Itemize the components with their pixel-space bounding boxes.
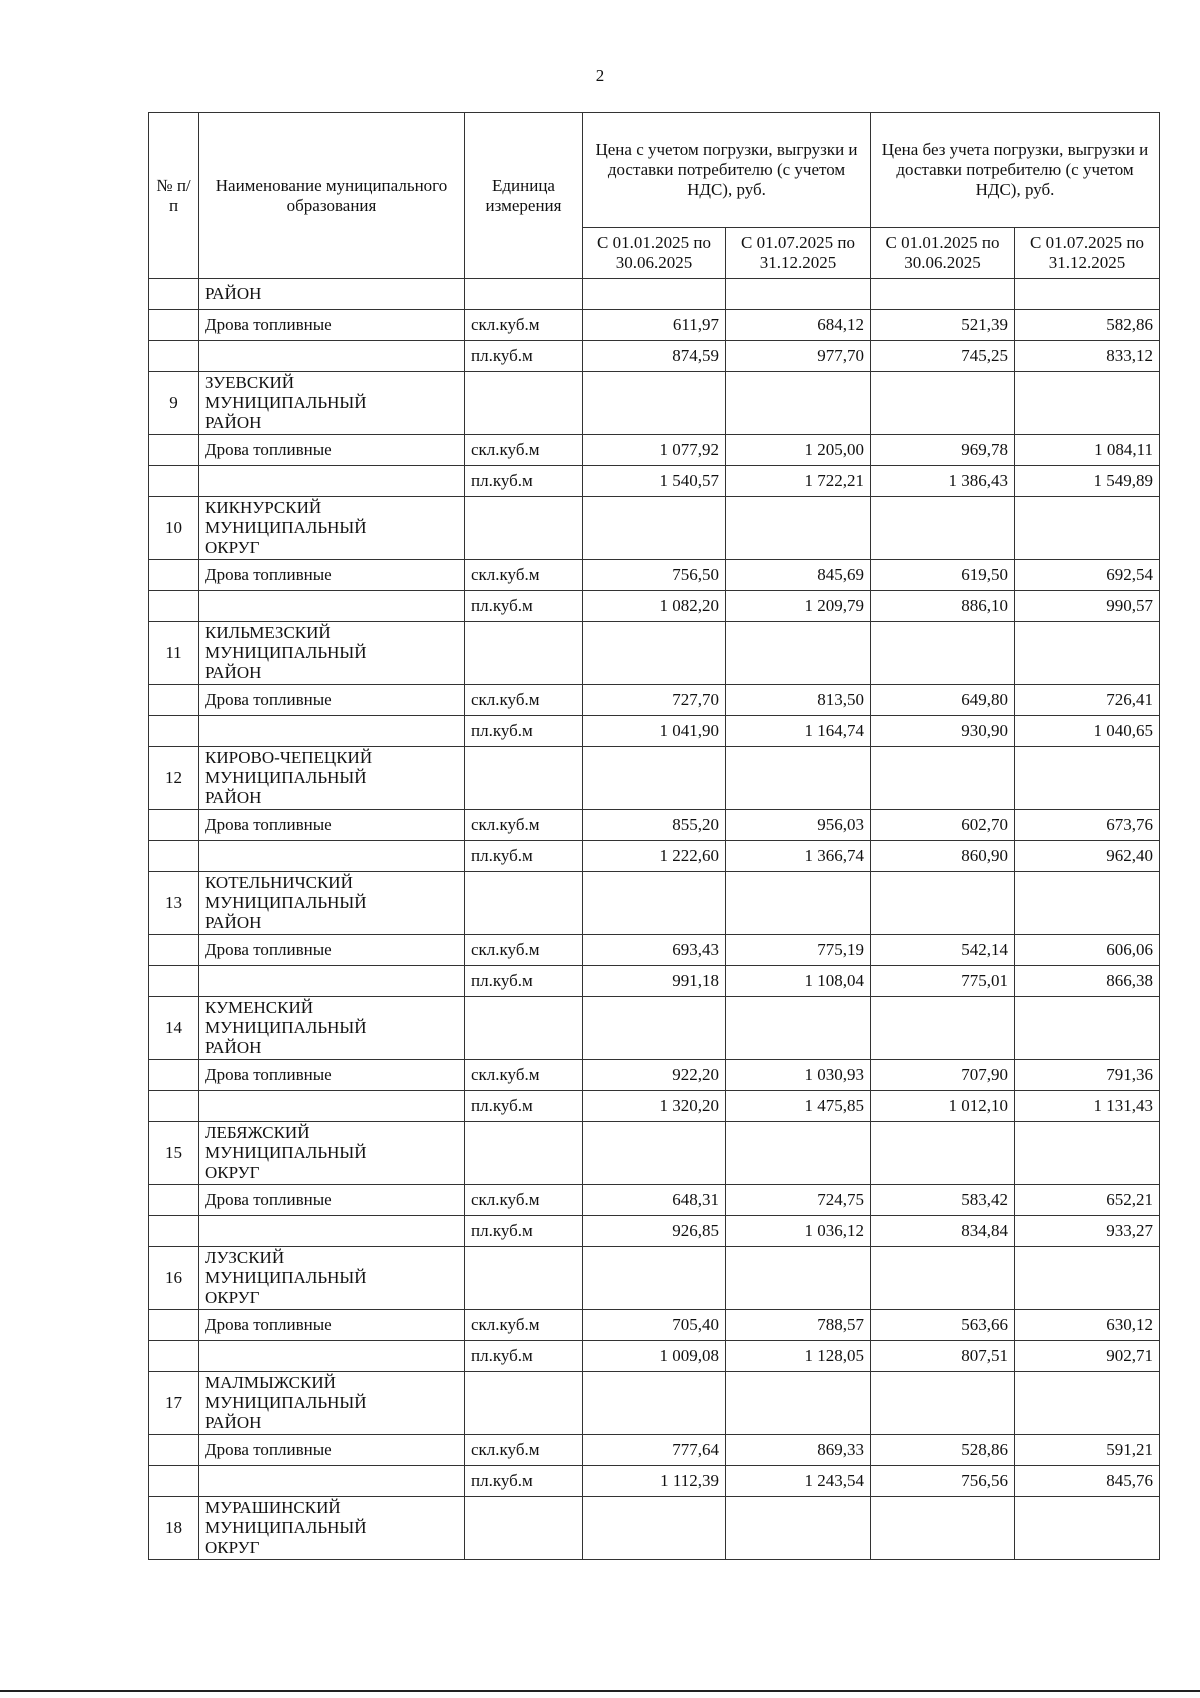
section-number: 15 xyxy=(149,1122,199,1185)
price-cell: 724,75 xyxy=(726,1185,871,1216)
unit-cell: пл.куб.м xyxy=(465,1091,583,1122)
item-name: Дрова топливные xyxy=(199,935,465,966)
price-table xyxy=(148,112,1160,1560)
price-cell: 791,36 xyxy=(1015,1060,1160,1091)
section-name: ЛЕБЯЖСКИЙ МУНИЦИПАЛЬНЫЙ ОКРУГ xyxy=(199,1122,465,1185)
price-cell: 692,54 xyxy=(1015,560,1160,591)
price-cell: 1 084,11 xyxy=(1015,435,1160,466)
section-number: 14 xyxy=(149,997,199,1060)
unit-cell: пл.куб.м xyxy=(465,1216,583,1247)
price-cell: 1 036,12 xyxy=(726,1216,871,1247)
item-name xyxy=(199,341,465,372)
price-cell: 860,90 xyxy=(871,841,1015,872)
price-cell: 962,40 xyxy=(1015,841,1160,872)
price-cell: 956,03 xyxy=(726,810,871,841)
section-name: КИЛЬМЕЗСКИЙ МУНИЦИПАЛЬНЫЙ РАЙОН xyxy=(199,622,465,685)
price-cell: 542,14 xyxy=(871,935,1015,966)
item-name: Дрова топливные xyxy=(199,1060,465,1091)
table-body xyxy=(149,279,1160,1560)
price-cell: 521,39 xyxy=(871,310,1015,341)
unit-cell: скл.куб.м xyxy=(465,435,583,466)
section-row xyxy=(149,747,1160,810)
unit-cell: скл.куб.м xyxy=(465,1185,583,1216)
section-number: 18 xyxy=(149,1497,199,1560)
price-cell: 1 722,21 xyxy=(726,466,871,497)
table-row xyxy=(149,466,1160,497)
price-cell: 1 205,00 xyxy=(726,435,871,466)
table-row xyxy=(149,341,1160,372)
item-name xyxy=(199,966,465,997)
unit-cell: пл.куб.м xyxy=(465,341,583,372)
header-period-3: С 01.01.2025 по 30.06.2025 xyxy=(871,228,1015,279)
price-cell: 969,78 xyxy=(871,435,1015,466)
item-name xyxy=(199,716,465,747)
section-name: МАЛМЫЖСКИЙ МУНИЦИПАЛЬНЫЙ РАЙОН xyxy=(199,1372,465,1435)
price-cell: 1 077,92 xyxy=(583,435,726,466)
section-number: 12 xyxy=(149,747,199,810)
price-cell: 834,84 xyxy=(871,1216,1015,1247)
price-cell: 606,06 xyxy=(1015,935,1160,966)
price-cell: 1 243,54 xyxy=(726,1466,871,1497)
section-number: 11 xyxy=(149,622,199,685)
price-cell: 991,18 xyxy=(583,966,726,997)
price-cell: 1 012,10 xyxy=(871,1091,1015,1122)
table-row xyxy=(149,591,1160,622)
section-number: 17 xyxy=(149,1372,199,1435)
header-name: Наименование муниципального образования xyxy=(199,113,465,279)
price-cell: 693,43 xyxy=(583,935,726,966)
price-cell: 705,40 xyxy=(583,1310,726,1341)
section-row xyxy=(149,622,1160,685)
price-cell: 845,69 xyxy=(726,560,871,591)
section-name: КИРОВО-ЧЕПЕЦКИЙ МУНИЦИПАЛЬНЫЙ РАЙОН xyxy=(199,747,465,810)
price-cell: 745,25 xyxy=(871,341,1015,372)
item-name xyxy=(199,1091,465,1122)
item-name xyxy=(199,1341,465,1372)
item-name: Дрова топливные xyxy=(199,435,465,466)
header-price-without-delivery: Цена без учета погрузки, выгрузки и доставки потребителю (с учетом НДС), руб. xyxy=(871,113,1160,228)
price-cell: 1 040,65 xyxy=(1015,716,1160,747)
unit-cell: пл.куб.м xyxy=(465,716,583,747)
table-row xyxy=(149,810,1160,841)
header-period-2: С 01.07.2025 по 31.12.2025 xyxy=(726,228,871,279)
table-row xyxy=(149,560,1160,591)
unit-cell: скл.куб.м xyxy=(465,560,583,591)
price-cell: 775,19 xyxy=(726,935,871,966)
item-name: Дрова топливные xyxy=(199,310,465,341)
item-name: Дрова топливные xyxy=(199,1310,465,1341)
section-name: МУРАШИНСКИЙ МУНИЦИПАЛЬНЫЙ ОКРУГ xyxy=(199,1497,465,1560)
section-name: ЛУЗСКИЙ МУНИЦИПАЛЬНЫЙ ОКРУГ xyxy=(199,1247,465,1310)
price-cell: 833,12 xyxy=(1015,341,1160,372)
price-cell: 902,71 xyxy=(1015,1341,1160,1372)
price-cell: 788,57 xyxy=(726,1310,871,1341)
section-row xyxy=(149,872,1160,935)
price-cell: 1 475,85 xyxy=(726,1091,871,1122)
header-period-4: С 01.07.2025 по 31.12.2025 xyxy=(1015,228,1160,279)
section-name: КОТЕЛЬНИЧСКИЙ МУНИЦИПАЛЬНЫЙ РАЙОН xyxy=(199,872,465,935)
price-cell: 619,50 xyxy=(871,560,1015,591)
page-number: 2 xyxy=(595,66,605,85)
price-cell: 845,76 xyxy=(1015,1466,1160,1497)
section-number xyxy=(149,279,199,310)
header-price-with-delivery: Цена с учетом погрузки, выгрузки и доставки потребителю (с учетом НДС), руб. xyxy=(583,113,871,228)
table-row xyxy=(149,685,1160,716)
price-cell: 1 131,43 xyxy=(1015,1091,1160,1122)
price-cell: 1 222,60 xyxy=(583,841,726,872)
price-cell: 869,33 xyxy=(726,1435,871,1466)
header-row xyxy=(149,113,1160,228)
price-cell: 611,97 xyxy=(583,310,726,341)
table-row xyxy=(149,1185,1160,1216)
price-cell: 756,50 xyxy=(583,560,726,591)
table-row xyxy=(149,435,1160,466)
price-cell: 1 009,08 xyxy=(583,1341,726,1372)
item-name xyxy=(199,1216,465,1247)
price-cell: 528,86 xyxy=(871,1435,1015,1466)
price-cell: 874,59 xyxy=(583,341,726,372)
price-cell: 756,56 xyxy=(871,1466,1015,1497)
price-cell: 630,12 xyxy=(1015,1310,1160,1341)
price-cell: 1 128,05 xyxy=(726,1341,871,1372)
price-cell: 1 108,04 xyxy=(726,966,871,997)
unit-cell: пл.куб.м xyxy=(465,966,583,997)
price-cell: 926,85 xyxy=(583,1216,726,1247)
item-name: Дрова топливные xyxy=(199,810,465,841)
price-cell: 1 209,79 xyxy=(726,591,871,622)
item-name xyxy=(199,591,465,622)
table-row xyxy=(149,1060,1160,1091)
section-row xyxy=(149,1497,1160,1560)
price-cell: 886,10 xyxy=(871,591,1015,622)
table-row xyxy=(149,1466,1160,1497)
price-cell: 563,66 xyxy=(871,1310,1015,1341)
section-row xyxy=(149,1247,1160,1310)
price-cell: 684,12 xyxy=(726,310,871,341)
section-number: 16 xyxy=(149,1247,199,1310)
section-row xyxy=(149,497,1160,560)
price-cell: 807,51 xyxy=(871,1341,1015,1372)
section-number: 13 xyxy=(149,872,199,935)
table-row xyxy=(149,1310,1160,1341)
unit-cell: скл.куб.м xyxy=(465,310,583,341)
price-cell: 1 320,20 xyxy=(583,1091,726,1122)
unit-cell: скл.куб.м xyxy=(465,810,583,841)
price-cell: 866,38 xyxy=(1015,966,1160,997)
price-cell: 648,31 xyxy=(583,1185,726,1216)
unit-cell: скл.куб.м xyxy=(465,1060,583,1091)
price-cell: 602,70 xyxy=(871,810,1015,841)
table-row xyxy=(149,1341,1160,1372)
header-period-1: С 01.01.2025 по 30.06.2025 xyxy=(583,228,726,279)
price-cell: 1 082,20 xyxy=(583,591,726,622)
unit-cell: пл.куб.м xyxy=(465,591,583,622)
unit-cell: скл.куб.м xyxy=(465,1310,583,1341)
section-row xyxy=(149,1122,1160,1185)
price-cell: 591,21 xyxy=(1015,1435,1160,1466)
price-cell: 707,90 xyxy=(871,1060,1015,1091)
price-cell: 775,01 xyxy=(871,966,1015,997)
unit-cell: пл.куб.м xyxy=(465,1341,583,1372)
price-cell: 1 112,39 xyxy=(583,1466,726,1497)
price-cell: 1 041,90 xyxy=(583,716,726,747)
price-cell: 777,64 xyxy=(583,1435,726,1466)
price-cell: 933,27 xyxy=(1015,1216,1160,1247)
price-cell: 855,20 xyxy=(583,810,726,841)
section-number: 10 xyxy=(149,497,199,560)
price-cell: 652,21 xyxy=(1015,1185,1160,1216)
section-row xyxy=(149,279,1160,310)
unit-cell: скл.куб.м xyxy=(465,685,583,716)
price-cell: 1 386,43 xyxy=(871,466,1015,497)
section-name: ЗУЕВСКИЙ МУНИЦИПАЛЬНЫЙ РАЙОН xyxy=(199,372,465,435)
section-number: 9 xyxy=(149,372,199,435)
item-name xyxy=(199,841,465,872)
item-name: Дрова топливные xyxy=(199,1185,465,1216)
header-unit: Единица измерения xyxy=(465,113,583,279)
footer-divider xyxy=(0,1690,1200,1692)
price-cell: 673,76 xyxy=(1015,810,1160,841)
table-row xyxy=(149,966,1160,997)
item-name: Дрова топливные xyxy=(199,560,465,591)
item-name: Дрова топливные xyxy=(199,685,465,716)
table-row xyxy=(149,310,1160,341)
price-cell: 1 164,74 xyxy=(726,716,871,747)
unit-cell: пл.куб.м xyxy=(465,1466,583,1497)
section-name: КУМЕНСКИЙ МУНИЦИПАЛЬНЫЙ РАЙОН xyxy=(199,997,465,1060)
price-cell: 727,70 xyxy=(583,685,726,716)
price-cell: 1 366,74 xyxy=(726,841,871,872)
section-name: КИКНУРСКИЙ МУНИЦИПАЛЬНЫЙ ОКРУГ xyxy=(199,497,465,560)
price-cell: 649,80 xyxy=(871,685,1015,716)
table-row xyxy=(149,1216,1160,1247)
price-cell: 813,50 xyxy=(726,685,871,716)
section-name: РАЙОН xyxy=(199,279,465,310)
unit-cell: скл.куб.м xyxy=(465,1435,583,1466)
unit-cell: пл.куб.м xyxy=(465,466,583,497)
unit-cell: пл.куб.м xyxy=(465,841,583,872)
price-cell: 1 549,89 xyxy=(1015,466,1160,497)
price-cell: 582,86 xyxy=(1015,310,1160,341)
price-cell: 1 540,57 xyxy=(583,466,726,497)
table-row xyxy=(149,841,1160,872)
section-row xyxy=(149,997,1160,1060)
item-name xyxy=(199,466,465,497)
header-number: № п/п xyxy=(149,113,199,279)
price-cell: 930,90 xyxy=(871,716,1015,747)
table-row xyxy=(149,716,1160,747)
table-row xyxy=(149,935,1160,966)
section-row xyxy=(149,1372,1160,1435)
price-cell: 726,41 xyxy=(1015,685,1160,716)
price-cell: 1 030,93 xyxy=(726,1060,871,1091)
section-row xyxy=(149,372,1160,435)
price-cell: 922,20 xyxy=(583,1060,726,1091)
price-cell: 583,42 xyxy=(871,1185,1015,1216)
price-cell: 990,57 xyxy=(1015,591,1160,622)
item-name: Дрова топливные xyxy=(199,1435,465,1466)
table-row xyxy=(149,1091,1160,1122)
item-name xyxy=(199,1466,465,1497)
price-cell: 977,70 xyxy=(726,341,871,372)
unit-cell: скл.куб.м xyxy=(465,935,583,966)
table-row xyxy=(149,1435,1160,1466)
